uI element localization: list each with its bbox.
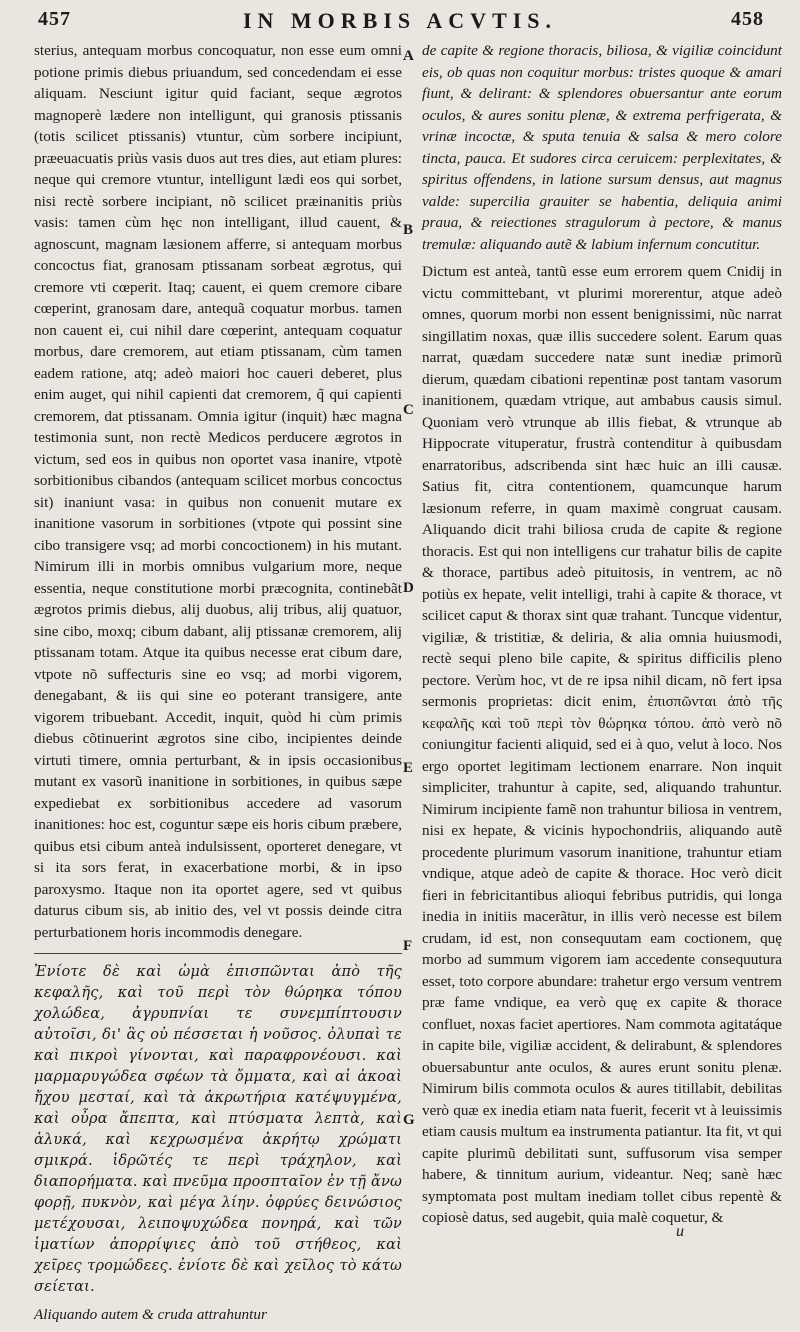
latin-italic-line: Aliquando autem & cruda attrahuntur bbox=[34, 1306, 267, 1323]
page-number-right: 458 bbox=[731, 8, 764, 30]
section-divider bbox=[34, 953, 402, 954]
margin-marker-a: A bbox=[403, 48, 414, 64]
margin-marker-f: F bbox=[403, 938, 413, 954]
left-commentary-text: sterius, antequam morbus concoquatur, non esse eum omni potione primis diebus priuandum, sed concedendam ei esse aliquam. Nesciunt igitur quid faciant, seque ægrotos magnoperè lædere non intelligunt, qui granosis ptissanis (totis scilicet ptissanis) vtuntur, cùm sorbere incipiunt, præeuacuatis priùs vasis duos aut tres dies, aut etiam plures: neque qui cremore vtuntur, intelligunt lædi eos qui sorbet, nisi rectè sorbere incipiant, nõ scilicet præinanitis priùs vasis: tamen cùm hęc non intelligant, illud cauent, & agnoscunt, magnam læsionem afferre, si antequam morbus concoctus fiat, granosam ptissanam sorbeat ægrotus, qui cremore vti cœperit. Itaq; cauent, ei quem cremore cibare cœperint, granosam dare, antequã coquatur morbus. tamen non cauent ei, cui nihil dare cœperint, antequam coquatur morbus, dare cremorem, aut etiam ptissanam, cùm tamen eadem ratione, atq; adeò maiori hoc caueri deberet, plus enim auget, qui nihil capienti dat cremorem, q̃ qui capienti cremorem, dat ptissanam. Omnia igitur (inquit) hæc magna testimonia sunt, non rectè Medicos perducere ægrotos in victum, sed eos in quibus non oportet vasa inanire, vtpotè sorbitionibus cibandos (antequam scilicet morbus concoctus sit) inaniunt vasa: in quibus non conuenit mutare ex inanitione vasorum in sorbitiones (vtpote qui possint sine cibo transigere vsq; ad morbi concoctionem) in his mutant. Nimirum illi in morbis omnibus vulgarium more, neque essentia, neque constitutione morbi præcognita, continebãt ægrotos primis diebus, alij duobus, alij tribus, alij quatuor, sine cibo, moxq; cibum dabant, alij ptissanæ cremorem, alij ptissanam totam. Atque ita quibus necesse erat cibum dare, vtpote nõ suffecturis sine eo vsq; ad morbi vigorem, denegabant, & iis qui sine eo poterant transigere, ante vigorem tribuebant. Accedit, inquit, quòd hi cùm primis diebus cõtinuerint ægrotos sine cibo, incipientes deinde virtuti timere, omnia perturbant, & in ipsis occasionibus mutant ex vasorũ inanitione in sorbitiones, in quibus sæpe expediebat ex sorbitionibus accedere ad vasorum inanitiones: hoc est, coguntur sæpe eis horis cibum præbere, quibus etsi cibum anteà indulsissent, oporteret denegare, vt si ita sors ferat, in exacerbatione morbi, & in ipso paroxysmo. Itaque non ita oportet agere, sed vt quibus daturus cibum sis, ab initio des, vel vt possis deinde citra perturbationem horis incommodis denegare. bbox=[34, 42, 402, 941]
left-column bbox=[34, 40, 402, 1332]
greek-text: Ἐνίοτε δὲ καὶ ὠμὰ ἐπισπῶνται ἀπὸ τῆς κεφαλῆς, καὶ τοῦ περὶ τὸν θώρηκα τόπου χολώδεα, ἀγρυπνίαι τε συνεμπίπτουσιν αὐτοῖσι, δι' ἃς οὐ πέσσεται ἡ νοῦσος. ὀλυπαὶ τε καὶ πικροὶ γίνονται, καὶ παραφρονέουσι. καὶ μαρμαρυγώδεα σφέων τὰ ὄμματα, καὶ αἱ ἀκοαὶ ἤχου μεσταί, καὶ τὰ ἀκρωτήρια κατέψυγμένα, καὶ οὖρα ἄπεπτα, καὶ πτύσματα λεπτὰ, καὶ ἁλυκά, καὶ κεχρωσμένα ἀκρήτῳ χρώματι σμικρά. ἱδρῶτές τε περὶ τράχηλον, καὶ διαπορήματα. καὶ πνεῦμα προσπταῖον ἐν τῇ ἄνω φορῇ, πυκνὸν, καὶ μέγα λίην. ὀφρύες δεινώσιος μετέχουσαι, λειποψυχώδεα πονηρά, καὶ τῶν ἱματίων ἀπορρίψιες ἀπὸ τοῦ στήθεος, καὶ χεῖρες τρομώδεες. ἐνίοτε δὲ καὶ χεῖλος τὸ κάτω σείεται. bbox=[34, 964, 402, 1295]
right-column bbox=[422, 40, 782, 1235]
latin-translation-text: de capite & regione thoracis, biliosa, & vigiliæ coincidunt eis, ob quas non coquitur morbus: tristes quoque & amari fiunt, & delirant: & splendores obuersantur ante eorum oculos, & aures sonitu plenæ, & extrema perfrigerata, & vrinæ incoctæ, & sputa tenuia & salsa & mero colore tincta, pauca. Et sudores circa ceruicem: perplexitates, & spiritus offendens, in latione sursum densus, aut magnus valde: supercilia grauiter se habentia, deliquia animi praua, & reiectiones stragulorum à pectore, & manus tremulæ: aliquando autẽ & labium infernum concutitur. bbox=[422, 42, 782, 253]
running-title: IN MORBIS ACVTIS. bbox=[242, 8, 558, 33]
page-number-left: 457 bbox=[38, 8, 71, 30]
margin-marker-d: D bbox=[403, 580, 414, 596]
margin-marker-b: B bbox=[403, 222, 414, 238]
margin-marker-e: E bbox=[403, 760, 414, 776]
margin-marker-c: C bbox=[403, 402, 414, 418]
signature-mark: u bbox=[676, 1223, 684, 1240]
margin-marker-g: G bbox=[403, 1112, 415, 1128]
right-commentary-text: Dictum est anteà, tantũ esse eum errorem quem Cnidij in victu committebant, vt plurimi morerentur, atque adeò omnes, quorum morbi non essent benignissimi, nũc narrat singillatim noxas, quæ illis succedere solent. Earum quas narrat, quædam succedere natæ sunt inediæ primorũ dierum, quædam cibationi repentinæ post tantam vasorum inanitionem, quædam vtrique, aut ambabus causis simul. Quoniam verò vtrunque ab illis fiebat, & vtrunque ab Hippocrate vituperatur, frustrà contenditur à quibusdam enarratoribus, adscribenda sint hæc huic an illi causæ. Satius fit, citra contentionem, quamcunque harum læsionum referre, in quam maximè congruat causam. Aliquando dicit trahi biliosa cruda de capite & regione thoracis. Est qui non intelligens cur trahatur bilis de capite & thorace, partibus adeò pituitosis, in ventrem, ac nõ potiùs ex hepate, velit intelligi, trahi à capite & thorace, vt scilicet caput & thorax sint quæ trahant. Tuncque videntur, vigiliæ, & tristitiæ, & deliria, & alia omnia huiusmodi, rectè sequi pleno bile capite, & spiritus difficilis pleno pectore. Verùm hoc, vt de re ipsa nihil dicam, nõ fert ipsa sermonis proprietas: dicit enim, ἐπισπῶνται ἀπὸ τῆς κεφαλῆς καὶ τοῦ περὶ τὸν θώρηκα τόπου. ἀπὸ verò nõ coniungitur facienti aliquid, sed ei à quo, velut à loco. Nos ergo oportet legitimam lectionem enarrare. Non inquit simpliciter, trahuntur à capite, sed, aliquando trahuntur. Nimirum incipiente famẽ non trahuntur biliosa in ventrem, nisi ex hepate, & vicinis hypochondriis, aliquando autẽ procedente plurimum vasorum inanitione, trahuntur etiam vndique, atque adeò de capite & thorace. Hoc verò dicit fieri in febricitantibus alioqui febribus putridis, qui longa inedia in initiis macerãtur, in illis verò necesse est bilem crudam, id est, non consequutam eam coctionem, quę morbo ad summum vigorem iam accedente consequutura esset, toto corpore abundare: trahetur ergo versum ventrem præ fame vndique, ea verò quę ex capite & thorace confluet, noxas faciet apertiores. Nam commota agitatáque in capite bile, vigiliæ accident, & delirabunt, & splendores obuersabuntur ante oculos, & aures erunt sonitu plenæ. Nimirum bilis commota oculos & aures titillabit, debilitas verò quæ ex inedia etiam nata fuerit, fecerit vt à leuissimis etiam causis multum ea instrumenta patiantur. Ita fit, vt qui capite plurimũ debilitati sunt, suffusorum visa semper habere, & tinnitum aurium, videantur. Neq; sanè hæc symptomata post multam inediam tollet cibus repentè & copiosè datus, sed augebit, quia malè coquetur, & bbox=[422, 263, 782, 1226]
